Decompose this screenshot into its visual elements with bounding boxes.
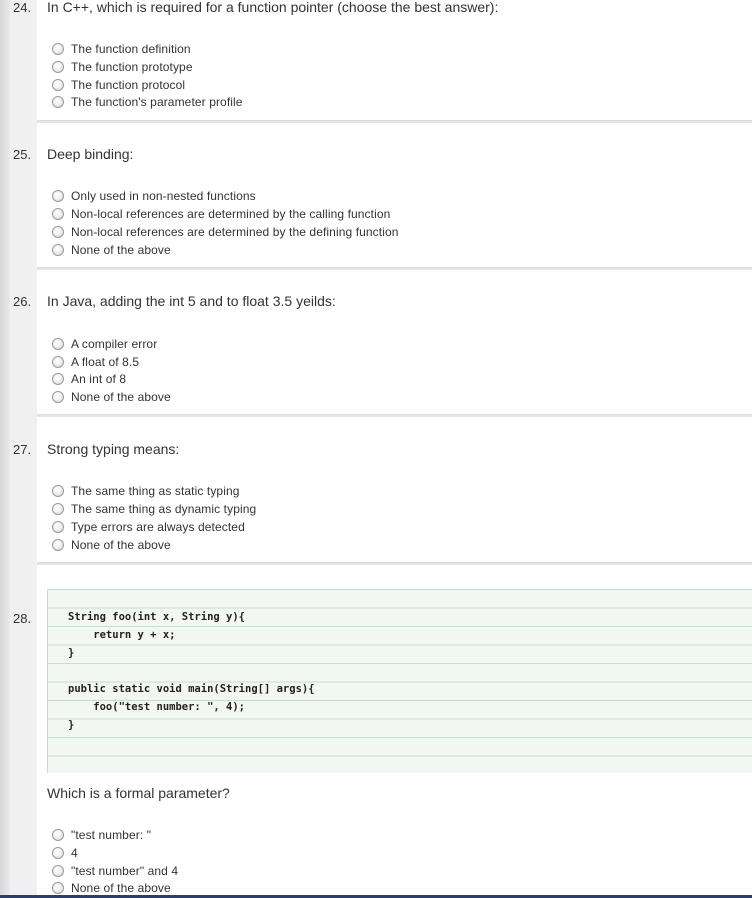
answer-option[interactable]: Non-local references are determined by the calling function [52,206,390,222]
radio-button[interactable] [52,865,64,877]
code-line: foo("test number: ", 4); [68,701,246,713]
question-text: In C++, which is required for a function pointer (choose the best answer): [47,0,499,15]
answer-option[interactable]: None of the above [52,389,171,405]
code-line: } [68,647,75,659]
radio-button[interactable] [52,356,64,368]
question-text: In Java, adding the int 5 and to float 3.5 yeilds: [47,293,336,309]
radio-button[interactable] [52,244,64,256]
answer-option[interactable]: Non-local references are determined by the defining function [52,224,399,240]
radio-button[interactable] [52,96,64,108]
answer-option[interactable]: None of the above [52,880,171,896]
answer-option[interactable]: Type errors are always detected [52,519,245,535]
radio-button[interactable] [52,882,64,894]
code-line: public static void main(String[] args){ [68,683,315,695]
radio-button[interactable] [52,829,64,841]
radio-button[interactable] [52,226,64,238]
answer-option[interactable]: 4 [52,845,78,861]
answer-option[interactable]: Only used in non-nested functions [52,188,256,204]
question-text: Which is a formal parameter? [47,785,230,801]
answer-option[interactable]: "test number: " [52,827,151,843]
answer-option[interactable]: The same thing as static typing [52,483,240,499]
radio-button[interactable] [52,503,64,515]
answer-option[interactable]: An int of 8 [52,371,126,387]
question-divider [37,562,752,565]
answer-option[interactable]: The same thing as dynamic typing [52,501,256,517]
answer-option[interactable]: The function protocol [52,77,185,93]
question-divider [37,267,752,270]
question-number: 24. [13,0,32,15]
answer-option[interactable]: "test number" and 4 [52,863,178,879]
answer-option[interactable]: The function prototype [52,59,193,75]
answer-option[interactable]: None of the above [52,537,171,553]
code-line: String foo(int x, String y){ [68,611,246,623]
radio-button[interactable] [52,539,64,551]
radio-button[interactable] [52,338,64,350]
radio-button[interactable] [52,521,64,533]
question-divider [37,120,752,123]
code-block [47,589,752,773]
radio-button[interactable] [52,79,64,91]
left-border [0,0,10,898]
question-number: 26. [13,294,32,309]
radio-button[interactable] [52,61,64,73]
question-number: 25. [13,147,32,162]
radio-button[interactable] [52,391,64,403]
answer-option[interactable]: The function's parameter profile [52,94,243,110]
radio-button[interactable] [52,190,64,202]
radio-button[interactable] [52,43,64,55]
question-text: Deep binding: [47,146,134,162]
radio-button[interactable] [52,485,64,497]
question-divider [37,414,752,417]
code-line: } [68,719,75,731]
answer-option[interactable]: None of the above [52,242,171,258]
question-number: 27. [13,442,32,457]
radio-button[interactable] [52,847,64,859]
question-number: 28. [13,611,32,626]
code-line: return y + x; [68,629,176,641]
answer-option[interactable]: The function definition [52,41,191,57]
answer-option[interactable]: A compiler error [52,336,157,352]
question-text: Strong typing means: [47,441,180,457]
radio-button[interactable] [52,373,64,385]
radio-button[interactable] [52,208,64,220]
answer-option[interactable]: A float of 8.5 [52,354,139,370]
